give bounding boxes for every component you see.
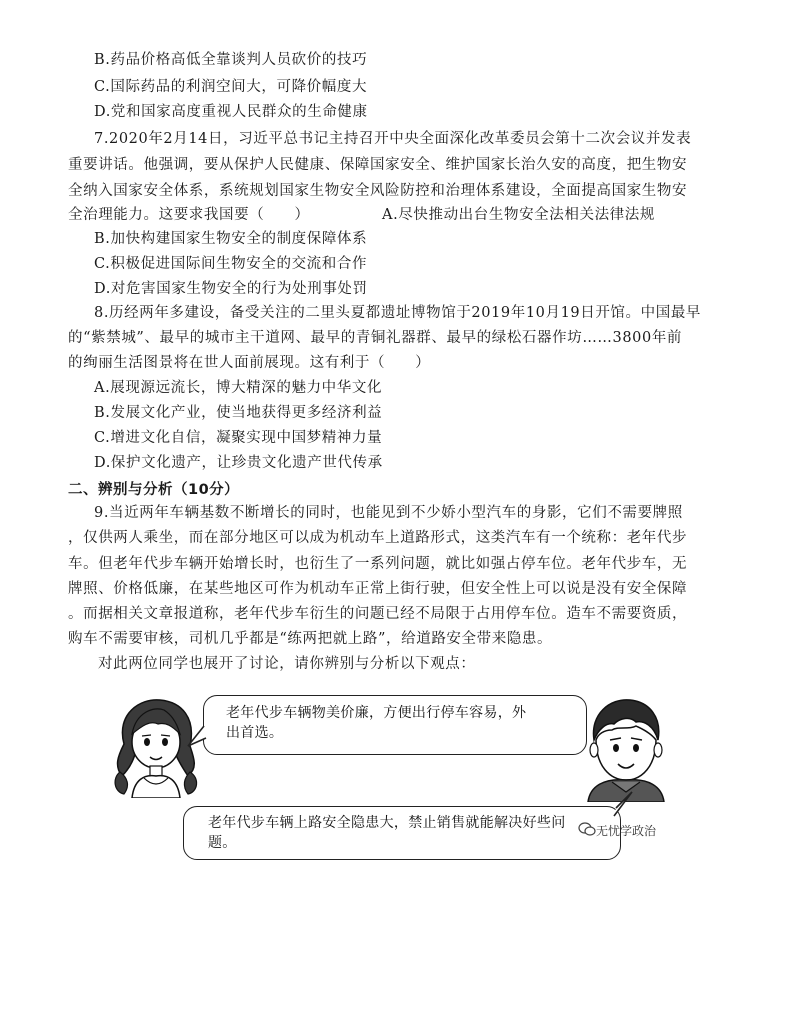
q9-line4: 牌照、价格低廉，在某些地区可作为机动车正常上街行驶，但安全性上可以说是没有安全保障 xyxy=(68,581,688,597)
q9-line2: ，仅供两人乘坐，而在部分地区可以成为机动车上道路形式，这类汽车有一个统称：老年代步 xyxy=(68,530,688,546)
boy-bubble-tail xyxy=(612,790,636,818)
boy-illustration xyxy=(580,696,670,802)
q8-option-d: D.保护文化遗产，让珍贵文化遗产世代传承 xyxy=(94,455,383,471)
q9-line1: 9.当近两年车辆基数不断增长的同时，也能见到不少娇小型汽车的身影，它们不需要牌照 xyxy=(94,505,683,521)
q9-line6: 购车不需要审核，司机几乎都是“练两把就上路”，给道路安全带来隐患。 xyxy=(68,631,553,647)
watermark-text: 无忧学政治 xyxy=(596,824,657,838)
wechat-icon xyxy=(578,822,596,836)
q7-line4: 全治理能力。这要求我国要（ ） xyxy=(68,207,310,223)
q6-option-d: D.党和国家高度重视人民群众的生命健康 xyxy=(94,104,368,120)
q6-option-c: C.国际药品的利润空间大，可降价幅度大 xyxy=(94,79,368,95)
q9-line3: 车。但老年代步车辆开始增长时，也衍生了一系列问题，就比如强占停车位。老年代步车，无 xyxy=(68,556,688,572)
q8-option-c: C.增进文化自信，凝聚实现中国梦精神力量 xyxy=(94,430,383,446)
q8-option-a: A.展现源远流长，博大精深的魅力中华文化 xyxy=(94,380,383,396)
boy-speech-line1: 老年代步车辆上路安全隐患大，禁止销售就能解决好些问 xyxy=(208,815,566,831)
q6-option-b: B.药品价格高低全靠谈判人员砍价的技巧 xyxy=(94,52,368,68)
q7-option-d: D.对危害国家生物安全的行为处刑事处罚 xyxy=(94,281,368,297)
q8-line1: 8.历经两年多建设，备受关注的二里头夏都遗址博物馆于2019年10月19日开馆。中国最早 xyxy=(94,305,702,321)
q8-line3: 的绚丽生活图景将在世人面前展现。这有利于（ ） xyxy=(68,355,431,371)
girl-speech-line1: 老年代步车辆物美价廉，方便出行停车容易，外 xyxy=(226,705,527,721)
girl-bubble-tail xyxy=(186,724,208,748)
boy-speech-line2: 题。 xyxy=(208,835,237,851)
q7-line1: 7.2020年2月14日，习近平总书记主持召开中央全面深化改革委员会第十二次会议并发表 xyxy=(94,131,692,147)
q7-line3: 全纳入国家安全体系，系统规划国家生物安全风险防控和治理体系建设，全面提高国家生物安 xyxy=(68,183,688,199)
q7-option-b: B.加快构建国家生物安全的制度保障体系 xyxy=(94,231,368,247)
q9-line7: 对此两位同学也展开了讨论，请你辨别与分析以下观点： xyxy=(98,656,476,672)
q7-line2: 重要讲话。他强调，要从保护人民健康、保障国家安全、维护国家长治久安的高度，把生物安 xyxy=(68,157,688,173)
girl-speech-line2: 出首选。 xyxy=(226,725,284,741)
q9-line5: 。而据相关文章报道称，老年代步车衍生的问题已经不局限于占用停车位。造车不需要资质， xyxy=(68,606,688,622)
q8-option-b: B.发展文化产业，使当地获得更多经济利益 xyxy=(94,405,383,421)
section-title: 二、辨别与分析（10分） xyxy=(68,482,240,498)
q7-option-c: C.积极促进国际间生物安全的交流和合作 xyxy=(94,256,368,272)
q7-option-a: A.尽快推动出台生物安全法相关法律法规 xyxy=(382,207,655,223)
q8-line2: 的“紫禁城”、最早的城市主干道网、最早的青铜礼器群、最早的绿松石器作坊……3800年前 xyxy=(68,330,683,346)
